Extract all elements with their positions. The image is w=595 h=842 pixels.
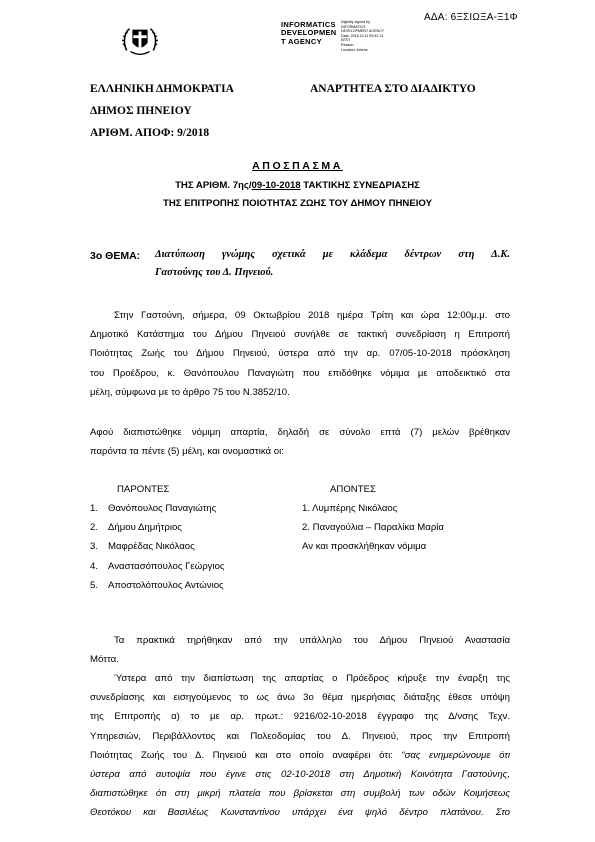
paragraph-meeting-line-1: Στην Γαστούνη, σήμερα, 09 Οκτωβρίου 2018 ημέρα Τρίτη και ώρα 12:00μ.μ. στο: [114, 310, 510, 321]
signature-line-1: Digitally signed by: [341, 20, 370, 24]
paragraph-meeting: [90, 306, 510, 402]
paragraph-quorum-line-2: παρόντα τα πέντε (5) μέλη, και ονομαστικά οι:: [90, 446, 284, 458]
subtitle-session: [0, 180, 595, 191]
signature-line-6: Reason:: [341, 42, 355, 47]
paragraph-proposal-line-5: [90, 746, 510, 765]
absent-item: 2. Παναγούλια – Παραλίκα Μαρία: [302, 522, 444, 534]
ida-logo-line-3: T AGENCY: [281, 36, 322, 46]
present-item-name: Αποστολόπουλος Αντώνιος: [108, 579, 224, 591]
absent-item: Αν και προσκλήθηκαν νόμιμα: [302, 541, 427, 553]
ada-code: ΑΔΑ: 6ΞΣΙΩΞΑ-Ξ1Φ: [424, 12, 518, 23]
present-item-name: Μαφρέδας Νικόλαος: [108, 541, 195, 553]
paragraph-meeting-line-2: Δημοτικό Κατάστημα του Δήμου Πηνειού συνήλθε σε τακτική συνεδρίαση η Επιτροπή: [90, 329, 510, 341]
absent-heading: ΑΠΟΝΤΕΣ: [330, 484, 376, 495]
subject-line-1: Διατύπωση γνώμης σχετικά με κλάδεμα δέντρων στη Δ.Κ.: [155, 249, 510, 260]
list-item: [90, 537, 225, 556]
paragraph-minutes: [90, 631, 510, 669]
subtitle-session-date: 09-10-2018: [251, 180, 301, 191]
ida-logo-line-1: INFORMATICS: [281, 20, 336, 29]
paragraph-proposal-line-8: Θεοτόκου και Βασιλέως Κωνσταντίνου υπάρχει ένα ψηλό δέντρο πλατάνου. Στο: [90, 807, 510, 819]
paragraph-quorum: [90, 423, 510, 461]
subject-label: 3ο ΘΕΜΑ:: [90, 250, 141, 262]
present-item-number: 1.: [90, 503, 99, 514]
header-decision-number: ΑΡΙΘΜ. ΑΠΟΦ: 9/2018: [90, 127, 210, 139]
subject-line-2: Γαστούνης του Δ. Πηνειού.: [155, 267, 274, 278]
digital-signature-block: [341, 20, 384, 52]
signature-line-3: DEVELOPMENT AGENCY: [341, 29, 385, 34]
document-title: ΑΠΟΣΠΑΣΜΑ: [252, 160, 343, 172]
greek-coat-of-arms-icon: [121, 22, 159, 60]
header-municipality: ΔΗΜΟΣ ΠΗΝΕΙΟΥ: [90, 105, 192, 117]
signature-line-2: INFORMATICS: [341, 24, 366, 29]
list-item: [90, 499, 225, 518]
list-item: [90, 557, 225, 576]
signature-line-4: Date: 2018.10.11 09:52:13: [341, 33, 384, 38]
paragraph-proposal-line-4: Υπηρεσιών, Περιβάλλοντος και Πολεοδομίας του Δ. Πηνειού, προς την Επιτροπή: [90, 730, 510, 742]
subtitle-session-prefix: ΤΗΣ ΑΡΙΘΜ. 7ης/: [175, 180, 252, 191]
paragraph-minutes-line-1: Τα πρακτικά τηρήθηκαν από την υπάλληλο του Δήμου Πηνειού Αναστασία: [114, 635, 510, 646]
paragraph-quorum-line-1: Αφού διαπιστώθηκε νόμιμη απαρτία, δηλαδή σε σύνολο επτά (7) μελών βρέθηκαν: [90, 427, 510, 438]
list-item: [90, 518, 225, 537]
paragraph-proposal-line-1: Ύστερα από την διαπίστωση της απαρτίας ο Πρόεδρος κήρυξε την έναρξη της: [114, 673, 510, 684]
absent-item: 1. Λυμπέρης Νικόλαος: [302, 503, 398, 514]
present-item-number: 4.: [90, 560, 99, 572]
paragraph-meeting-line-4: του Προέδρου, κ. Θανόπουλου Παναγιώτη που επιδόθηκε νόμιμα με αποδεικτικό στα: [90, 367, 510, 379]
paragraph-proposal-line-5-quote: “σας ενημερώνουμε ότι: [401, 749, 510, 761]
paragraph-meeting-line-5: μέλη, σύμφωνα με το άρθρο 75 του Ν.3852/10.: [90, 386, 290, 398]
present-heading: ΠΑΡΟΝΤΕΣ: [117, 484, 170, 495]
paragraph-proposal: [90, 669, 510, 823]
present-item-number: 3.: [90, 541, 99, 553]
paragraph-minutes-line-2: Μόττα.: [90, 654, 119, 666]
signature-line-7: Location: Athens: [341, 47, 368, 52]
paragraph-proposal-line-3: της Επιτροπής α) το με αρ. πρωτ.: 9216/02-10-2018 έγγραφο της Δ/νσης Τεχν.: [90, 711, 510, 723]
subtitle-committee: ΤΗΣ ΕΠΙΤΡΟΠΗΣ ΠΟΙΟΤΗΤΑΣ ΖΩΗΣ ΤΟΥ ΔΗΜΟΥ ΠΗΝΕΙΟΥ: [162, 198, 433, 209]
paragraph-proposal-line-7: διαπιστώθηκε ότι στη μικρή πλατεία που βρίσκεται στη συμβολή των οδών Κοιμήσεως: [90, 788, 510, 800]
paragraph-meeting-line-3: Ποιότητας Ζωής του Δήμου Πηνειού, ύστερα από την αρ. 07/05-10-2018 πρόσκληση: [90, 348, 510, 360]
present-list: [90, 499, 225, 595]
ida-logo-text: [281, 21, 337, 46]
signature-line-5: EEST: [341, 38, 351, 43]
present-item-number: 5.: [90, 579, 99, 591]
present-item-name: Αναστασόπουλος Γεώργιος: [108, 560, 225, 572]
present-item-name: Θανόπουλος Παναγιώτης: [108, 503, 217, 514]
present-item-number: 2.: [90, 522, 99, 534]
list-item: [90, 576, 225, 595]
header-republic: ΕΛΛΗΝΙΚΗ ΔΗΜΟΚΡΑΤΙΑ: [90, 83, 234, 95]
paragraph-proposal-line-6: ύστερα από αυτοψία που έγινε στις 02-10-2018 στη Δημοτική Κοινότητα Γαστούνης,: [90, 769, 510, 781]
present-item-name: Δήμου Δημήτριος: [108, 522, 182, 534]
absent-list: [302, 499, 444, 557]
paragraph-proposal-line-2: συνεδρίασης και εισηγούμενος το ως άνω 3ο θέμα ημερήσιας διάταξης έθεσε υπόψη: [90, 692, 510, 704]
subtitle-session-suffix: ΤΑΚΤΙΚΗΣ ΣΥΝΕΔΡΙΑΣΗΣ: [300, 180, 420, 191]
header-publish-notice: ΑΝΑΡΤΗΤΕΑ ΣΤΟ ΔΙΑΔΙΚΤΥΟ: [310, 83, 476, 95]
paragraph-proposal-line-5-normal: Ποιότητας Ζωής του Δ. Πηνειού και στο οποίο αναφέρει ότι:: [90, 749, 402, 761]
ida-logo-line-2: DEVELOPMEN: [281, 28, 337, 38]
